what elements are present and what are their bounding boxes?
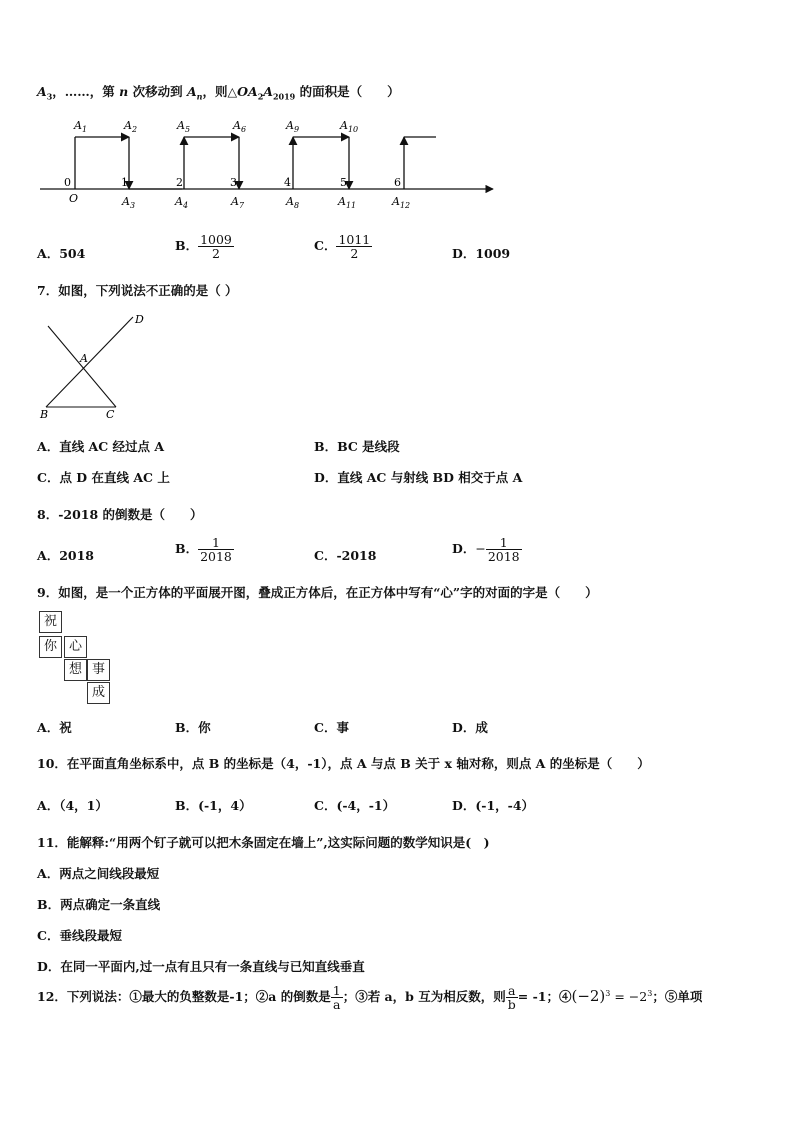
q8-option-b: B． $\frac{1}{2018}$ [175,535,232,565]
q9-stem: 9．如图，是一个正方体的平面展开图，叠成正方体后，在正方体中写有“心”字的对面的字是（ ） [37,585,598,600]
q6-option-b: B． $\frac{1009}{2}$ [175,232,232,262]
svg-text:A1: $A_1$ [74,119,88,134]
q11-option-d: D．在同一平面内,过一点有且只有一条直线与已知直线垂直 [37,959,365,974]
svg-text:A5: $A_5$ [177,119,191,134]
q11-stem: 11．能解释:“用两个钉子就可以把木条固定在墙上”,这实际问题的数学知识是( ) [37,835,490,850]
q9-option-b: B．你 [175,720,211,735]
svg-text:A11: $A_{11}$ [338,195,357,210]
net-cell-xin: 心 [64,636,87,658]
net-cell-ni: 你 [39,636,62,658]
movement-path [75,137,436,189]
q11-option-b: B．两点确定一条直线 [37,897,161,912]
q8-stem: 8．-2018 的倒数是（ ） [37,507,203,522]
q8-option-c: C．-2018 [314,548,377,563]
net-cell-xiang: 想 [64,659,87,681]
svg-text:2: 2 [176,176,183,189]
svg-text:0: 0 [64,176,71,189]
q7-figure [36,310,156,422]
q9-option-c: C．事 [314,720,349,735]
q11-option-a: A．两点之间线段最短 [37,866,160,881]
label-b: B [40,408,49,421]
q9-option-a: A．祝 [37,720,72,735]
q10-option-c: C．(-4，-1） [314,798,396,813]
svg-text:4: 4 [284,176,291,189]
q10-stem: 10．在平面直角坐标系中，点 B 的坐标是（4，-1），点 A 与点 B 关于 x 轴对称，则点 A 的坐标是（ ） [37,756,650,771]
q7-stem: 7．如图，下列说法不正确的是（ ） [37,283,238,298]
origin-label: O [69,192,79,205]
bottom-labels [121,195,410,210]
label-c: C [106,408,115,421]
svg-text:1: 1 [121,176,128,189]
svg-text:6: 6 [394,176,401,189]
svg-text:A7: $A_7$ [231,195,245,210]
q10-option-d: D．(-1，-4） [452,798,535,813]
q8-option-d: D．− $\frac{1}{2018}$ [452,535,520,565]
label-a: A [80,352,88,365]
net-cell-shi: 事 [87,659,110,681]
svg-text:A9: $A_9$ [286,119,300,134]
svg-text:3: 3 [230,176,237,189]
svg-text:A12: $A_{12}$ [392,195,411,210]
q7-option-b: B．BC 是线段 [314,439,400,454]
q12-stem: 12．下列说法：①最大的负整数是-1；②a 的倒数是 $\frac{1}{a}$ ；③若 a，b 互为相反数，则 $\frac{a}{b}$ = -1；$④(-2)^3 = -2^3$；⑤单项 [37,983,703,1013]
svg-text:A3: $A_3$ [122,195,136,210]
q6-option-a: A．504 [37,246,86,261]
label-d: D [135,313,144,326]
net-cell-cheng: 成 [87,682,110,704]
svg-text:A8: $A_8$ [286,195,300,210]
svg-text:A4: $A_4$ [175,195,189,210]
q7-option-d: D．直线 AC 与射线 BD 相交于点 A [314,470,523,485]
q10-option-b: B．(-1，4） [175,798,252,813]
q11-option-c: C．垂线段最短 [37,928,122,943]
q6-stem: $A_3$，……，第 n 次移动到 $A_n$，则$\triangle OA_2A_{2019}$ 的面积是（ ） [37,84,400,102]
svg-text:5: 5 [340,176,347,189]
q8-option-a: A．2018 [37,548,94,563]
cube-net [38,610,118,710]
q7-option-a: A．直线 AC 经过点 A [37,439,165,454]
axis-numbers [64,176,401,189]
svg-text:A10: $A_{10}$ [340,119,359,134]
q7-option-c: C．点 D 在直线 AC 上 [37,470,170,485]
top-labels [73,119,358,134]
q6-figure [38,112,498,212]
q10-option-a: A．（4，1） [37,798,108,813]
q9-option-d: D．成 [452,720,488,735]
net-cell-zhu: 祝 [39,611,62,633]
svg-text:A6: $A_6$ [233,119,247,134]
svg-text:A2: $A_2$ [124,119,138,134]
q6-option-c: C． $\frac{1011}{2}$ [314,232,371,262]
q6-option-d: D．1009 [452,246,511,261]
